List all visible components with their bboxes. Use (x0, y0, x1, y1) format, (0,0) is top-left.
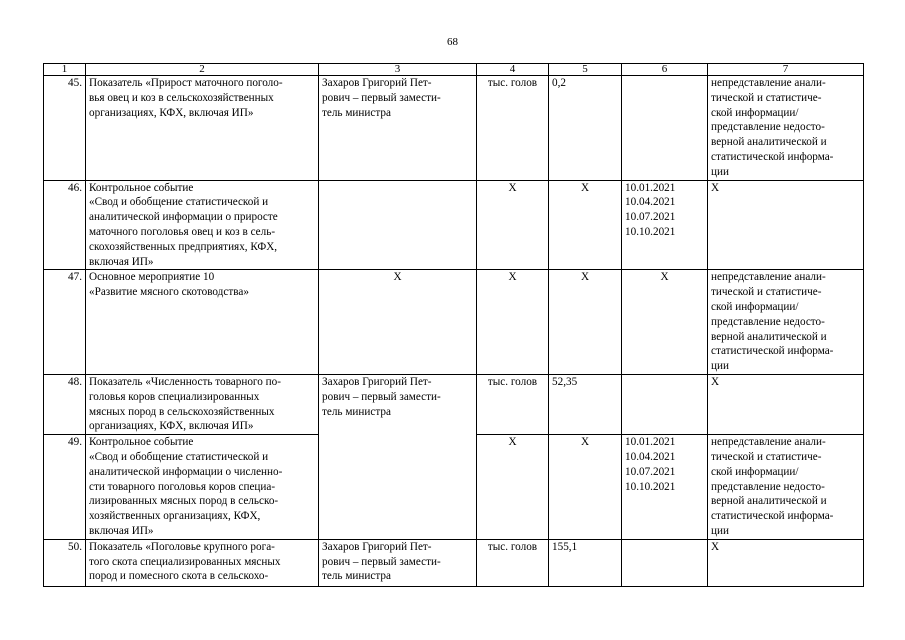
activity-name-line: «Свод и обобщение статистической и (89, 450, 269, 463)
activity-name-line: пород и помесного скота в сельскохо- (89, 570, 269, 583)
responsible-cell (319, 374, 477, 539)
risk-line: ции (711, 524, 729, 537)
risk-line: ской информации/ (711, 465, 799, 478)
dates-cell (622, 539, 708, 586)
responsible-line: Х (393, 271, 402, 284)
risk-line: верной аналитической и (711, 495, 827, 508)
activity-name-line: Основное мероприятие 10 (89, 271, 215, 284)
responsible-cell (319, 539, 477, 586)
risk-line: представление недосто- (711, 315, 825, 328)
row-number-cell: 48. (44, 374, 86, 434)
risk-cell (708, 180, 864, 270)
value-cell: 155,1 (549, 539, 622, 586)
unit-cell: тыс. голов (477, 374, 549, 434)
responsible-line: Захаров Григорий Пет- (322, 375, 432, 388)
risk-line: тической и статистиче- (711, 450, 822, 463)
activity-name-line: маточного поголовья овец и коз в сель- (89, 225, 276, 238)
unit-cell: Х (477, 435, 549, 540)
activity-name-cell (86, 76, 319, 181)
responsible-line: тель министра (322, 106, 391, 119)
activity-name-line: включая ИП» (89, 255, 154, 268)
activity-name-line: головья коров специализированных (89, 390, 260, 403)
table-row (44, 270, 864, 375)
responsible-cell (319, 270, 477, 375)
activity-name-line: вья овец и коз в сельскохозяйственных (89, 91, 274, 104)
activity-name-line: хозяйственных организациях, КФХ, (89, 510, 261, 523)
risk-line: Х (711, 375, 720, 388)
risk-line: ской информации/ (711, 106, 799, 119)
date-line: 10.04.2021 (625, 196, 676, 209)
risk-line: ции (711, 360, 729, 373)
value-cell: 0,2 (549, 76, 622, 181)
dates-cell (622, 180, 708, 270)
table-row (44, 539, 864, 586)
date-line: 10.01.2021 (625, 436, 676, 449)
activity-name-line: аналитической информации о численно- (89, 465, 283, 478)
date-line: Х (660, 271, 669, 284)
activity-name-line: Показатель «Прирост маточного поголо- (89, 77, 283, 89)
activity-name-line: сти товарного поголовья коров специа- (89, 480, 276, 493)
activity-name-cell (86, 180, 319, 270)
risk-cell (708, 76, 864, 181)
risk-line: Х (711, 181, 720, 194)
activity-name-cell (86, 539, 319, 586)
responsible-line: тель министра (322, 570, 391, 583)
responsible-line: тель министра (322, 405, 391, 418)
unit-cell: Х (477, 180, 549, 270)
activity-name-line: того скота специализированных мясных (89, 555, 281, 568)
column-number: 7 (708, 64, 864, 76)
risk-line: непредставление анали- (711, 436, 826, 449)
date-line: 10.07.2021 (625, 465, 676, 478)
dates-cell (622, 270, 708, 375)
risk-line: статистической информа- (711, 345, 834, 358)
unit-cell: Х (477, 270, 549, 375)
column-number-row (44, 64, 864, 76)
responsible-cell (319, 180, 477, 270)
date-line: 10.01.2021 (625, 181, 676, 194)
table-row (44, 374, 864, 434)
responsible-cell (319, 76, 477, 181)
risk-line: представление недосто- (711, 480, 825, 493)
table-row (44, 180, 864, 270)
row-number-cell: 45. (44, 76, 86, 181)
activity-name-line: включая ИП» (89, 524, 154, 537)
unit-cell: тыс. голов (477, 539, 549, 586)
activity-name-line: Показатель «Численность товарного по- (89, 375, 281, 388)
activity-name-cell (86, 374, 319, 434)
risk-line: верной аналитической и (711, 330, 827, 343)
column-number: 6 (622, 64, 708, 76)
date-line: 10.07.2021 (625, 211, 676, 224)
responsible-line: рович – первый замести- (322, 91, 441, 104)
risk-line: непредставление анали- (711, 77, 826, 89)
column-number: 1 (44, 64, 86, 76)
activity-name-line: аналитической информации о приросте (89, 211, 278, 224)
risk-cell (708, 539, 864, 586)
risk-line: ской информации/ (711, 300, 799, 313)
table-row (44, 76, 864, 181)
value-cell: Х (549, 270, 622, 375)
activity-name-line: Контрольное событие (89, 181, 194, 194)
date-line: 10.10.2021 (625, 225, 676, 238)
risk-cell (708, 374, 864, 434)
risk-line: статистической информа- (711, 150, 834, 163)
risk-cell (708, 270, 864, 375)
row-number-cell: 50. (44, 539, 86, 586)
risk-line: тической и статистиче- (711, 91, 822, 104)
column-number: 3 (319, 64, 477, 76)
risk-line: непредставление анали- (711, 271, 826, 284)
risk-line: верной аналитической и (711, 136, 827, 149)
risk-line: Х (711, 540, 720, 553)
responsible-line: рович – первый замести- (322, 555, 441, 568)
activity-name-line: Показатель «Поголовье крупного рога- (89, 540, 275, 553)
activity-name-line: скохозяйственных предприятиях, КФХ, (89, 240, 278, 253)
activity-name-line: лизированных мясных пород в сельско- (89, 495, 279, 508)
activity-name-line: «Развитие мясного скотоводства» (89, 286, 249, 299)
activity-name-line: Контрольное событие (89, 436, 194, 449)
dates-cell (622, 435, 708, 540)
risk-line: ции (711, 165, 729, 178)
risk-line: статистической информа- (711, 510, 834, 523)
date-line: 10.10.2021 (625, 480, 676, 493)
dates-cell (622, 374, 708, 434)
activity-name-cell (86, 435, 319, 540)
value-cell: 52,35 (549, 374, 622, 434)
activity-name-line: организациях, КФХ, включая ИП» (89, 420, 254, 433)
column-number: 4 (477, 64, 549, 76)
page-number: 68 (447, 36, 458, 48)
row-number-cell: 47. (44, 270, 86, 375)
page-bottom-margin (0, 598, 905, 640)
dates-cell (622, 76, 708, 181)
responsible-line: рович – первый замести- (322, 390, 441, 403)
activity-name-line: «Свод и обобщение статистической и (89, 196, 269, 209)
risk-line: представление недосто- (711, 121, 825, 134)
activity-name-line: организациях, КФХ, включая ИП» (89, 106, 254, 119)
responsible-line: Захаров Григорий Пет- (322, 540, 432, 553)
unit-cell: тыс. голов (477, 76, 549, 181)
row-number-cell: 46. (44, 180, 86, 270)
date-line: 10.04.2021 (625, 450, 676, 463)
column-number: 5 (549, 64, 622, 76)
value-cell: Х (549, 180, 622, 270)
activity-name-line: мясных пород в сельскохозяйственных (89, 405, 275, 418)
column-number: 2 (86, 64, 319, 76)
row-number-cell: 49. (44, 435, 86, 540)
risk-cell (708, 435, 864, 540)
risk-line: тической и статистиче- (711, 286, 822, 299)
plan-table (43, 63, 864, 587)
value-cell: Х (549, 435, 622, 540)
activity-name-cell (86, 270, 319, 375)
responsible-line: Захаров Григорий Пет- (322, 77, 432, 89)
